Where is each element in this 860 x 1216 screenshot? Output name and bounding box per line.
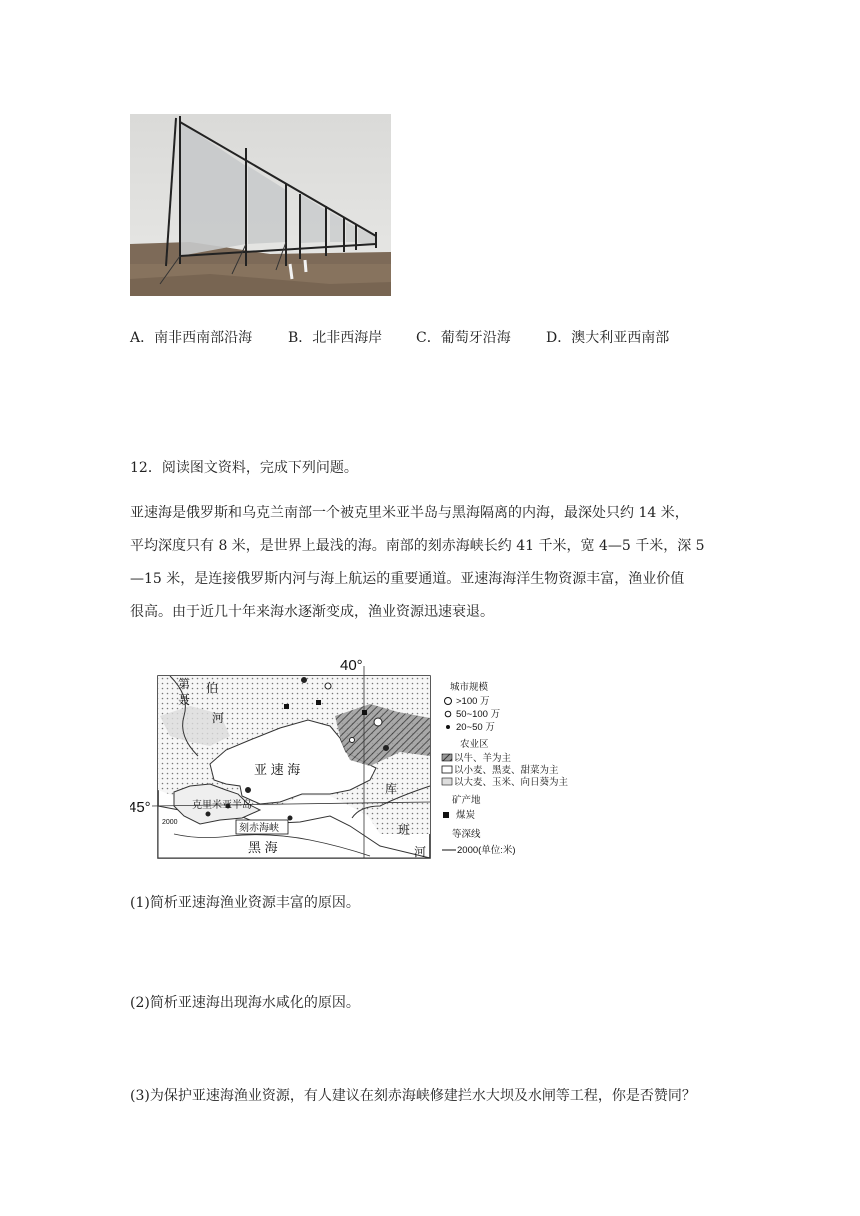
legend-iso-title: 等深线	[452, 829, 481, 840]
legend-city-2: 50~100 万	[456, 709, 501, 720]
legend-agri-3: 以大麦、玉米、向日葵为主	[454, 777, 569, 788]
kuban-label-1: 库	[385, 782, 398, 796]
legend-mine-1: 煤炭	[456, 810, 476, 821]
passage-line: —15 米，是连接俄罗斯内河与海上航运的重要通道。亚速海海洋生物资源丰富，渔业价值	[130, 571, 685, 587]
legend-city-1: >100 万	[456, 696, 490, 707]
map-legend	[442, 681, 569, 856]
crimea-label: 克里米亚半岛	[192, 800, 252, 811]
option-c: C．葡萄牙沿海	[416, 330, 511, 346]
legend-agri-title: 农业区	[460, 739, 489, 750]
fog-net-photo	[130, 114, 391, 296]
legend-city-title: 城市规模	[450, 682, 489, 693]
dnieper-label-3: 伯	[206, 681, 219, 695]
passage-line: 很高。由于近几十年来海水逐渐变成，渔业资源迅速衰退。	[130, 604, 494, 620]
dnieper-label-2: 聂	[178, 693, 191, 707]
option-a: A．南非西南部沿海	[130, 330, 253, 346]
black-sea-label: 黑 海	[248, 840, 278, 855]
sea-of-azov-label: 亚 速 海	[254, 762, 301, 777]
legend-mine-title: 矿产地	[452, 795, 481, 806]
isobath-value-label: 2000	[162, 819, 178, 826]
answer-options	[130, 331, 669, 345]
dnieper-label-1: 第	[178, 677, 191, 691]
legend-agri-2: 以小麦、黑麦、甜菜为主	[454, 765, 559, 776]
sub-question-2: (2)简析亚速海出现海水咸化的原因。	[130, 995, 360, 1011]
legend-agri-1: 以牛、羊为主	[454, 753, 512, 764]
sub-question-3: (3)为保护亚速海渔业资源，有人建议在刻赤海峡修建拦水大坝及水闸等工程，你是否赞同？	[130, 1088, 696, 1104]
kuban-label-3: 河	[414, 845, 427, 859]
kerch-strait-label: 刻赤海峡	[239, 823, 279, 834]
question-title: 12．阅读图文资料，完成下列问题。	[130, 460, 358, 476]
option-b: B．北非西海岸	[288, 330, 383, 346]
question-passage	[130, 497, 730, 629]
legend-iso-1: 2000(单位:米)	[457, 845, 516, 856]
longitude-label: 40°	[340, 657, 363, 674]
dnieper-label-4: 河	[212, 711, 225, 725]
passage-line: 亚速海是俄罗斯和乌克兰南部一个被克里米亚半岛与黑海隔离的内海，最深处只约 14 米，	[130, 505, 689, 521]
legend-city-3: 20~50 万	[456, 722, 495, 733]
sub-question-1: (1)简析亚速海渔业资源丰富的原因。	[130, 895, 360, 911]
azov-map	[130, 656, 600, 866]
option-d: D．澳大利亚西南部	[546, 330, 670, 346]
latitude-label: 45°	[130, 799, 151, 816]
passage-line: 平均深度只有 8 米，是世界上最浅的海。南部的刻赤海峡长约 41 千米，宽 4—5 千米，深 5	[130, 538, 705, 554]
kuban-label-2: 班	[398, 823, 411, 837]
